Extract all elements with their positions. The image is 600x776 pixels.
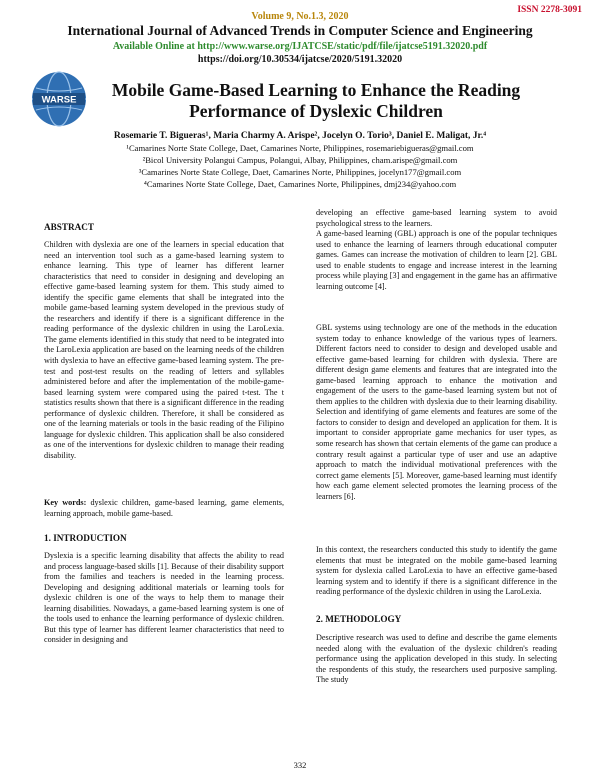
- keywords-label: Key words:: [44, 498, 87, 507]
- doi-link[interactable]: https://doi.org/10.30534/ijatcse/2020/5191.32020: [197, 54, 403, 65]
- methodology-heading: 2. METHODOLOGY: [316, 614, 402, 624]
- keywords-text: dyslexic children, game-based learning, game elements, learning approach, mobile game-based.: [44, 498, 285, 518]
- paper-title: [96, 80, 536, 122]
- available-online-link[interactable]: Available Online at http://www.warse.org/IJATCSE/static/pdf/file/ijatcse5191.32020.pdf: [112, 41, 488, 52]
- warse-logo: [30, 70, 88, 128]
- abstract-heading: ABSTRACT: [44, 222, 95, 232]
- right-paragraph-3: GBL systems using technology are one of the methods in the education system today to enhance knowledge of the various types of learners. Different factors need to consider to design and developed usable and effective game-based learning for children with dyslexia. There are different design game elements and features that are integrated into the game-based learning approach to enhance the motivation and engagement of the users to the game-based learning system but not of them applies to the children with dyslexia due to their learning disability. Selection and identifying of game elements and features are some of the factors to consider to design and developed an application for them. It is important to consider appropriate game mechanics for user types, as some research has shown that certain elements of the game can produce a contrary result against a particular type of user and use an adaptive approach to match the individual motivational preferences with the correct game elements [5]. Moreover, game-based learning must identify how each game element selected promotes the learning process of the learners [6].: [316, 323, 557, 501]
- introduction-heading: 1. INTRODUCTION: [44, 533, 127, 543]
- abstract-text: Children with dyslexia are one of the learners in special education that need an intervention tool such as a game-based learning system to enhance learning. This type of learner has different learner characteristics that need to consider in designing and developing an effective game-based learning system for them. This study aimed to identify the specific game elements that shall be integrated into the mobile game-based learning system developed in the previous study of the researchers and identify if there is a significant difference in the reading performance of the dyslexic children in using the LaroLexia. The game elements identified in this study that need to be integrated into the LaroLexia application are based on the learning needs of the children with dyslexia to have an effective game-based learning system. The pre-test and post-test results on the reading of letters and syllables administered before and after the implementation of the mobile-game-based learning system were compared using the paired t-test. The t statistics results shown that there is a significant difference in the reading performance of dyslexic children. Therefore, it shall be considered as one of the learning materials or tools in the basic reading of the Filipino language for dyslexic children. This application shall be also considered as one of the interventions for dyslexic children to manage their reading disability.: [44, 240, 284, 460]
- methodology-text: Descriptive research was used to define and describe the game elements needed along with the evaluation of the dyslexic children's reading performance using the application developed in this study. In selecting the respondents of this study, the researchers used purposive sampling. The study: [316, 633, 557, 685]
- title-line-2: Performance of Dyslexic Children: [189, 101, 443, 121]
- journal-title: International Journal of Advanced Trends in Computer Science and Engineering: [67, 23, 533, 38]
- logo-text: WARSE: [41, 94, 77, 106]
- affiliation-1: ¹Camarines Norte State College, Daet, Camarines Norte, Philippines, rosemariebigueras@gmail.com: [126, 143, 474, 153]
- affiliation-3: ³Camarines Norte State College, Daet, Camarines Norte, Philippines, jocelyn177@gmail.com: [138, 167, 462, 177]
- page-number: 332: [293, 760, 307, 770]
- right-paragraph-2: A game-based learning (GBL) approach is one of the popular techniques used to enhance the learning of learners through educational computer games. Games can increase the motivation of children to learn [2]. GBL used to enable students to engage and increase interest in the learning process while playing [3] and engagement in the game has an affirmative learning outcome [4].: [316, 229, 557, 291]
- issn-label: ISSN 2278-3091: [517, 5, 582, 15]
- keywords: [44, 498, 284, 519]
- introduction-text: Dyslexia is a specific learning disability that affects the ability to read and process language-based skills [1]. Because of their disability support from the families and teachers is needed in the learning process. Developing and designing additional materials or learning tools for dyslexic children is one of the ways to help them to manage their learning disabilities. Nowadays, a game-based learning system is one of the tools used to enhance the learning performance of dyslexic children. But this type of learner has different learner characteristics that need to consider in designing and: [44, 551, 284, 645]
- title-line-1: Mobile Game-Based Learning to Enhance the Reading: [111, 80, 521, 100]
- authors: Rosemarie T. Bigueras¹, Maria Charmy A. Arispe², Jocelyn O. Torio³, Daniel E. Maligat, Jr.⁴: [113, 131, 487, 141]
- right-paragraph-4: In this context, the researchers conducted this study to identify the game elements that must be integrated on the mobile game-based learning system for dyslexia called LaroLexia to have an effective game-based learning system and to identify if there is a significant difference in the reading performance of the dyslexic children in using the LaroLexia.: [316, 545, 557, 597]
- affiliation-4: ⁴Camarines Norte State College, Daet, Camarines Norte, Philippines, dmj234@yahoo.com: [143, 179, 457, 189]
- right-paragraph-1: developing an effective game-based learning system to avoid psychological stress to the learners.: [316, 208, 557, 228]
- volume-label: Volume 9, No.1.3, 2020: [251, 11, 349, 22]
- affiliation-2: ²Bicol University Polangui Campus, Polangui, Albay, Philippines, cham.arispe@gmail.com: [142, 155, 458, 165]
